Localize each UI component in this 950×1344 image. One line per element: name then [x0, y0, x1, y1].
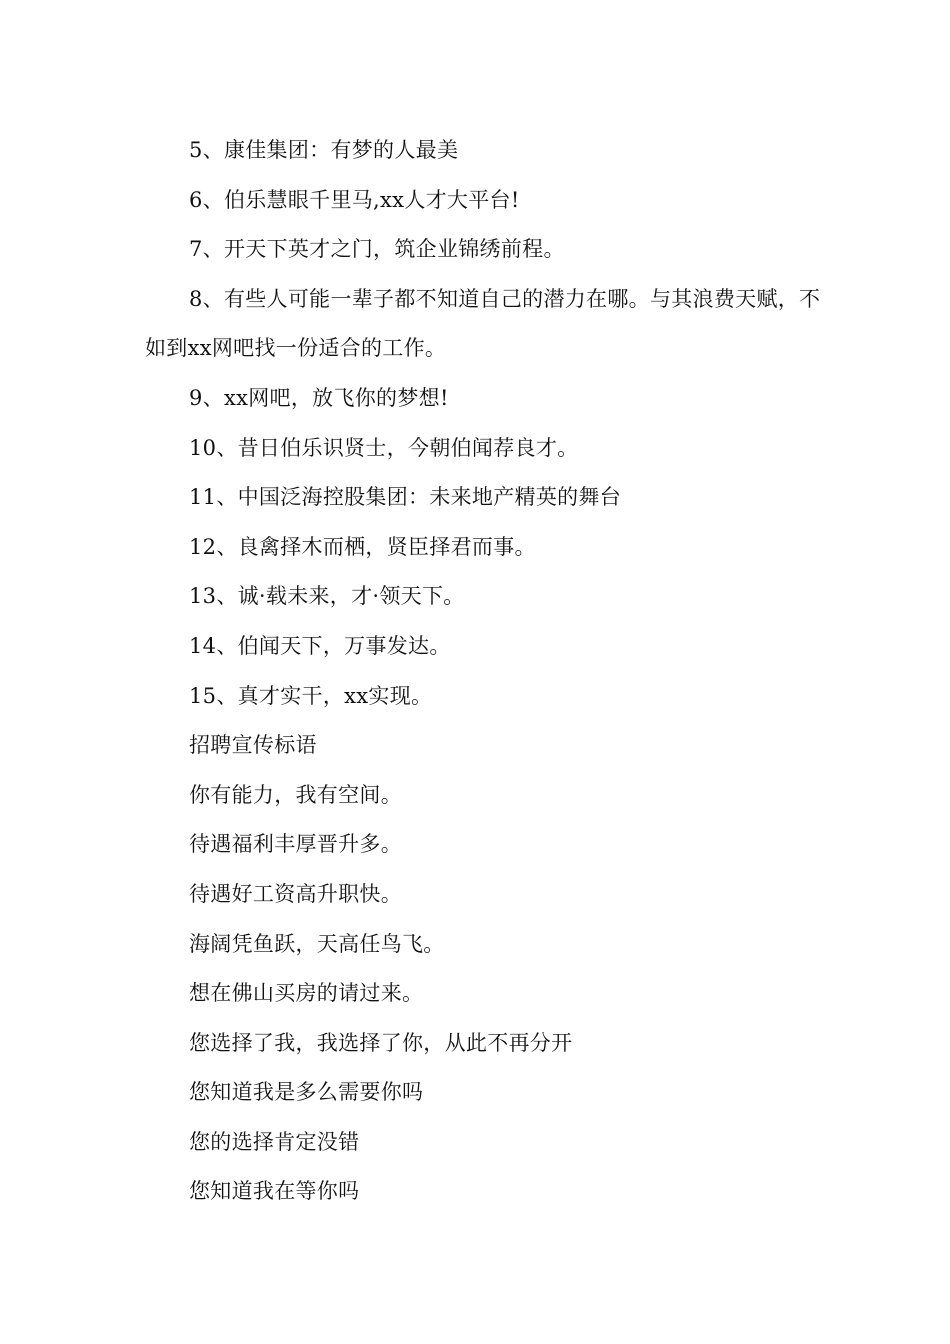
paragraph-11: 11、中国泛海控股集团：未来地产精英的舞台 — [189, 485, 622, 510]
slogan-line: 您选择了我，我选择了你，从此不再分开 — [189, 1030, 573, 1055]
slogan-line: 您的选择肯定没错 — [189, 1129, 360, 1154]
paragraph-15: 15、真才实干，xx实现。 — [189, 683, 433, 708]
paragraph-13: 13、诚·载未来，才·领天下。 — [189, 584, 465, 609]
slogan-line: 待遇好工资高升职快。 — [189, 881, 402, 906]
slogan-line: 海阔凭鱼跃，天高任鸟飞。 — [189, 931, 445, 956]
paragraph-10: 10、昔日伯乐识贤士，今朝伯闻荐良才。 — [189, 435, 579, 460]
paragraph-12: 12、良禽择木而栖，贤臣择君而事。 — [189, 534, 536, 559]
slogan-line: 你有能力，我有空间。 — [189, 782, 402, 807]
paragraph-7: 7、开天下英才之门，筑企业锦绣前程。 — [189, 237, 565, 262]
paragraph-5: 5、康佳集团：有梦的人最美 — [189, 138, 459, 162]
section-heading: 招聘宣传标语 — [189, 733, 317, 758]
paragraph-14: 14、伯闻天下，万事发达。 — [189, 633, 451, 658]
slogan-line: 想在佛山买房的请过来。 — [189, 981, 424, 1006]
paragraph-6: 6、伯乐慧眼千里马,xx人才大平台! — [189, 187, 520, 212]
slogan-line: 您知道我是多么需要你吗 — [189, 1080, 424, 1105]
document-body — [145, 126, 835, 1217]
paragraph-9: 9、xx网吧，放飞你的梦想! — [189, 385, 449, 410]
slogan-line: 您知道我在等你吗 — [189, 1179, 360, 1204]
slogan-line: 待遇福利丰厚晋升多。 — [189, 832, 402, 857]
paragraph-8: 8、有些人可能一辈子都不知道自己的潜力在哪。与其浪费天赋，不如到xx网吧找一份适合的工作。 — [145, 286, 821, 361]
